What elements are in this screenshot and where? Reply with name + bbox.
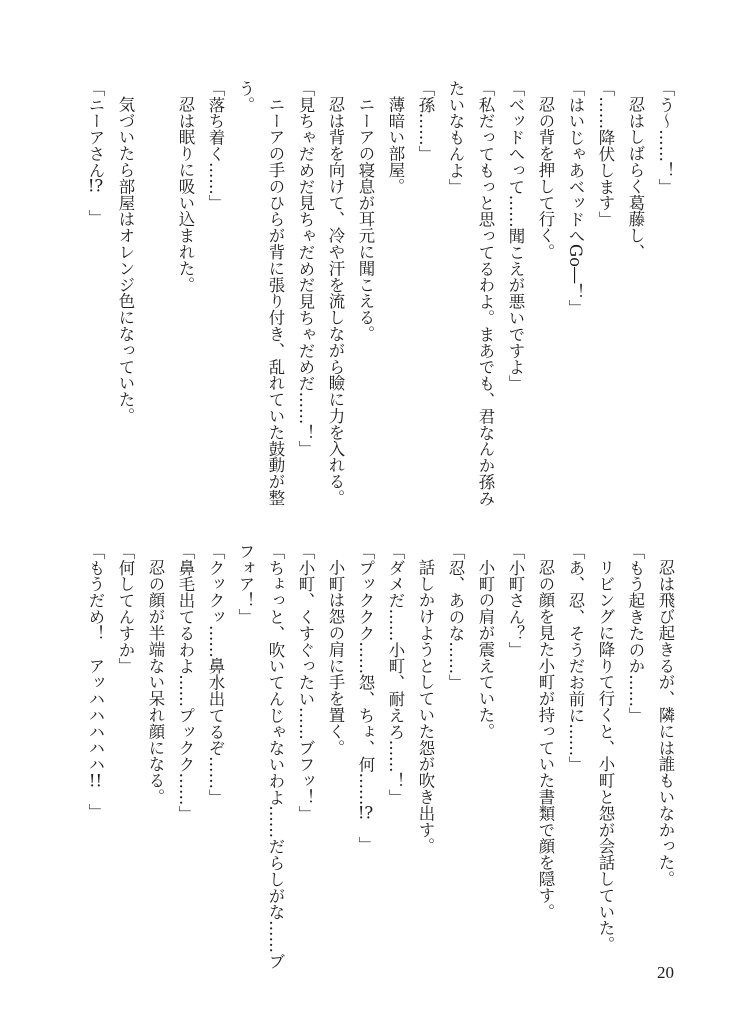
narration-line: 小町の肩が震えていた。 [476, 559, 495, 740]
dialogue-line: 「もう起きたのか……」 [626, 543, 645, 724]
narration-line: 気づいたら部屋はオレンジ色になっていた。 [116, 96, 135, 425]
dialogue-line: 「何してんすか」 [116, 543, 135, 675]
dialogue-line: 「クックッ……鼻水出てるぞ……」 [206, 543, 225, 806]
dialogue-line: 「プッククク……怨、ちょ、何……!?」 [356, 543, 375, 853]
page-number: 20 [657, 963, 674, 982]
narration-continuation-line: う。 [236, 80, 255, 113]
dialogue-continuation-line: たいなもんよ」 [446, 80, 465, 195]
dialogue-line: 「ニーアさん!?」 [86, 80, 105, 226]
lower-text-block [80, 543, 680, 975]
dialogue-line: 「見ちゃだめだ見ちゃだめだ見ちゃだめだ……！」 [296, 80, 315, 458]
tate-chu-yoko-mark: !? [87, 178, 104, 195]
dialogue-line: 「う～……！」 [656, 80, 675, 195]
dialogue-line: 「忍、あのな……」 [446, 543, 465, 691]
narration-line: 忍は飛び起きるが、隣には誰もいなかった。 [656, 559, 675, 888]
scene-break-spacer [140, 80, 170, 512]
dialogue-line: 「私だってもっと思ってるわよ。まあでも、君なんか孫み [476, 80, 495, 507]
dialogue-line: 「小町、くすぐったい……ブフッ！」 [296, 543, 315, 822]
narration-line: 忍は眠りに吸い込まれた。 [176, 96, 195, 294]
dialogue-line: 「……降伏します」 [596, 80, 615, 228]
narration-line: 薄暗い部屋。 [386, 96, 405, 195]
narration-line: 忍の顔が半端ない呆れ顔になる。 [146, 559, 165, 806]
upper-text-block [80, 80, 680, 512]
narration-line: 話しかけようとしていた怨が吹き出す。 [416, 559, 435, 855]
narration-line: ニーアの手のひらが背に張り付き、乱れていた鼓動が整 [266, 96, 285, 507]
dialogue-continuation-line: フォア！」 [236, 543, 255, 625]
narration-line: リビングに降りて行くと、小町と怨が会話していた。 [596, 559, 615, 953]
narration-line: 小町は怨の肩に手を置く。 [326, 559, 345, 757]
dialogue-line: 「ダメだ……小町、耐えろ……！」 [386, 543, 405, 806]
narration-line: 忍はしばらく葛藤し、 [626, 96, 645, 261]
dialogue-line: 「孫……」 [416, 80, 435, 162]
dialogue-line: 「落ち着く……」 [206, 80, 225, 212]
dialogue-line: 「ちょっと、吹いてんじゃないわよ……だらしがな……ブ [266, 543, 285, 970]
dialogue-line: 「あ、忍、そうだお前に……」 [566, 543, 585, 773]
dialogue-line: 「もうだめ！ アッハハハハハ!!」 [86, 543, 105, 821]
tate-chu-yoko-mark: !! [88, 772, 103, 790]
dialogue-line: 「小町さん？」 [506, 543, 525, 658]
dialogue-line: 「鼻毛出てるわよ……プックク……」 [176, 543, 195, 822]
dialogue-line: 「はいじゃあベッドへGo―！」 [566, 80, 585, 317]
narration-line: ニーアの寝息が耳元に聞こえる。 [356, 96, 375, 343]
tate-chu-yoko-mark: !? [357, 805, 374, 822]
dialogue-line: 「ベッドへって……聞こえが悪いですよ」 [506, 80, 525, 392]
narration-line: 忍の背を押して行く。 [536, 96, 555, 261]
narration-line: 忍の顔を見た小町が持っていた書類で顔を隠す。 [536, 559, 555, 921]
narration-line: 忍は背を向けて、冷や汗を流しながら瞼に力を入れる。 [326, 96, 345, 507]
